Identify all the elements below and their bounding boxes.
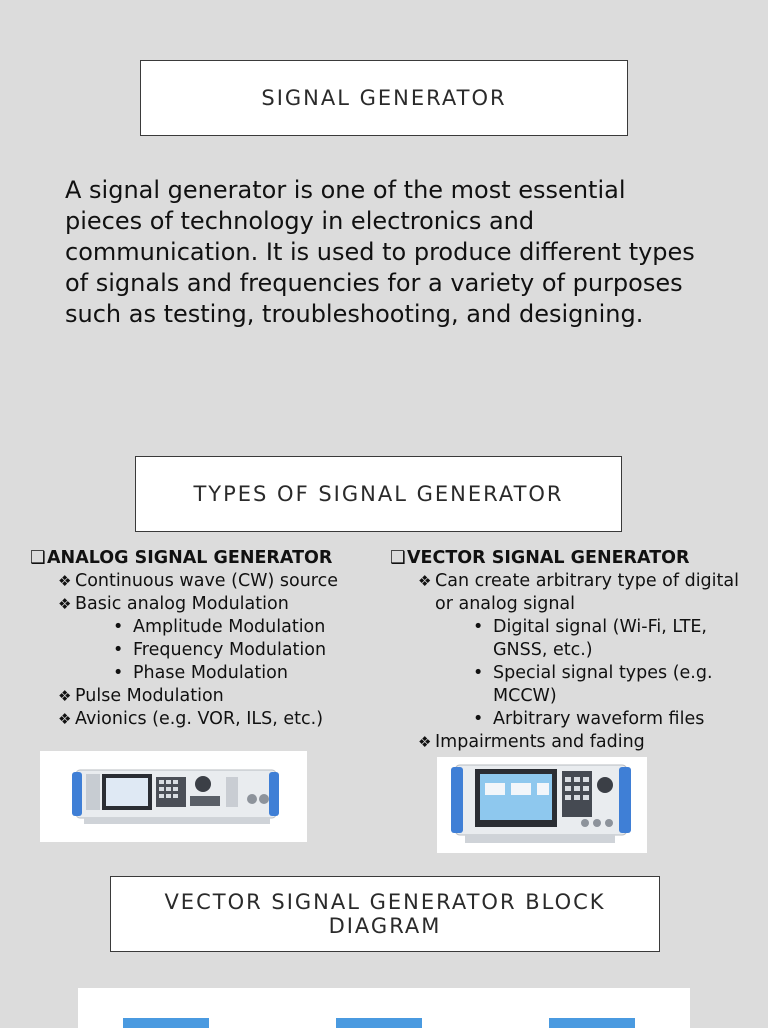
square-bullet-icon: ❑: [30, 548, 46, 568]
sub-list-item: [390, 708, 750, 731]
vector-heading-text: VECTOR SIGNAL GENERATOR: [407, 548, 690, 568]
analog-generator-photo: [40, 751, 307, 842]
sub-list-item-text: Arbitrary waveform files: [493, 709, 705, 729]
diamond-bullet-icon: ❖: [58, 687, 72, 705]
slide-title: [140, 60, 628, 136]
list-item: [30, 593, 380, 616]
vector-heading: [390, 547, 750, 570]
block-diagram-title-text: VECTOR SIGNAL GENERATOR BLOCK DIAGRAM: [164, 890, 606, 938]
dot-bullet-icon: •: [473, 617, 484, 637]
diamond-bullet-icon: ❖: [418, 572, 432, 590]
analog-heading-text: ANALOG SIGNAL GENERATOR: [47, 548, 333, 568]
list-item: [30, 570, 380, 593]
dot-bullet-icon: •: [113, 663, 124, 683]
dot-bullet-icon: •: [473, 663, 484, 683]
slide-title-text: SIGNAL GENERATOR: [261, 86, 507, 110]
list-item-text: Basic analog Modulation: [75, 594, 289, 614]
sub-list-item-text: Special signal types (e.g. MCCW): [493, 663, 713, 706]
vector-column: [390, 547, 750, 754]
list-item-text: Avionics (e.g. VOR, ILS, etc.): [75, 709, 324, 729]
list-item: [390, 570, 750, 616]
list-item-text: Pulse Modulation: [75, 686, 224, 706]
diagram-block: [336, 1018, 422, 1028]
diamond-bullet-icon: ❖: [58, 595, 72, 613]
dot-bullet-icon: •: [113, 640, 124, 660]
block-diagram: [78, 988, 690, 1028]
diamond-bullet-icon: ❖: [58, 710, 72, 728]
vector-generator-photo: [437, 757, 647, 853]
list-item: [30, 708, 380, 731]
block-diagram-title: [110, 876, 660, 952]
list-item-text: Can create arbitrary type of digital or analog signal: [435, 571, 739, 614]
analog-heading: [30, 547, 380, 570]
sub-list-item-text: Amplitude Modulation: [133, 617, 326, 637]
intro-paragraph: A signal generator is one of the most essential pieces of technology in electronics and communication. It is used to produce different types of signals and frequencies for a variety of purposes such as testing, troubleshooting, and designing.: [65, 176, 695, 328]
square-bullet-icon: ❑: [390, 548, 406, 568]
analog-column: [30, 547, 380, 731]
diamond-bullet-icon: ❖: [418, 733, 432, 751]
diagram-block: [549, 1018, 635, 1028]
sub-list-item: [30, 662, 380, 685]
sub-list-item: [390, 662, 750, 708]
list-item-text: Impairments and fading: [435, 732, 645, 752]
vector-instrument-image: [437, 757, 647, 853]
sub-list-item: [390, 616, 750, 662]
sub-list-item: [30, 639, 380, 662]
list-item: [390, 731, 750, 754]
sub-list-item: [30, 616, 380, 639]
types-title: [135, 456, 622, 532]
list-item: [30, 685, 380, 708]
analog-instrument-image: [40, 751, 307, 842]
diagram-block: [123, 1018, 209, 1028]
sub-list-item-text: Digital signal (Wi-Fi, LTE, GNSS, etc.): [493, 617, 707, 660]
sub-list-item-text: Phase Modulation: [133, 663, 288, 683]
dot-bullet-icon: •: [113, 617, 124, 637]
diamond-bullet-icon: ❖: [58, 572, 72, 590]
sub-list-item-text: Frequency Modulation: [133, 640, 327, 660]
list-item-text: Continuous wave (CW) source: [75, 571, 338, 591]
types-title-text: TYPES OF SIGNAL GENERATOR: [193, 482, 564, 506]
dot-bullet-icon: •: [473, 709, 484, 729]
